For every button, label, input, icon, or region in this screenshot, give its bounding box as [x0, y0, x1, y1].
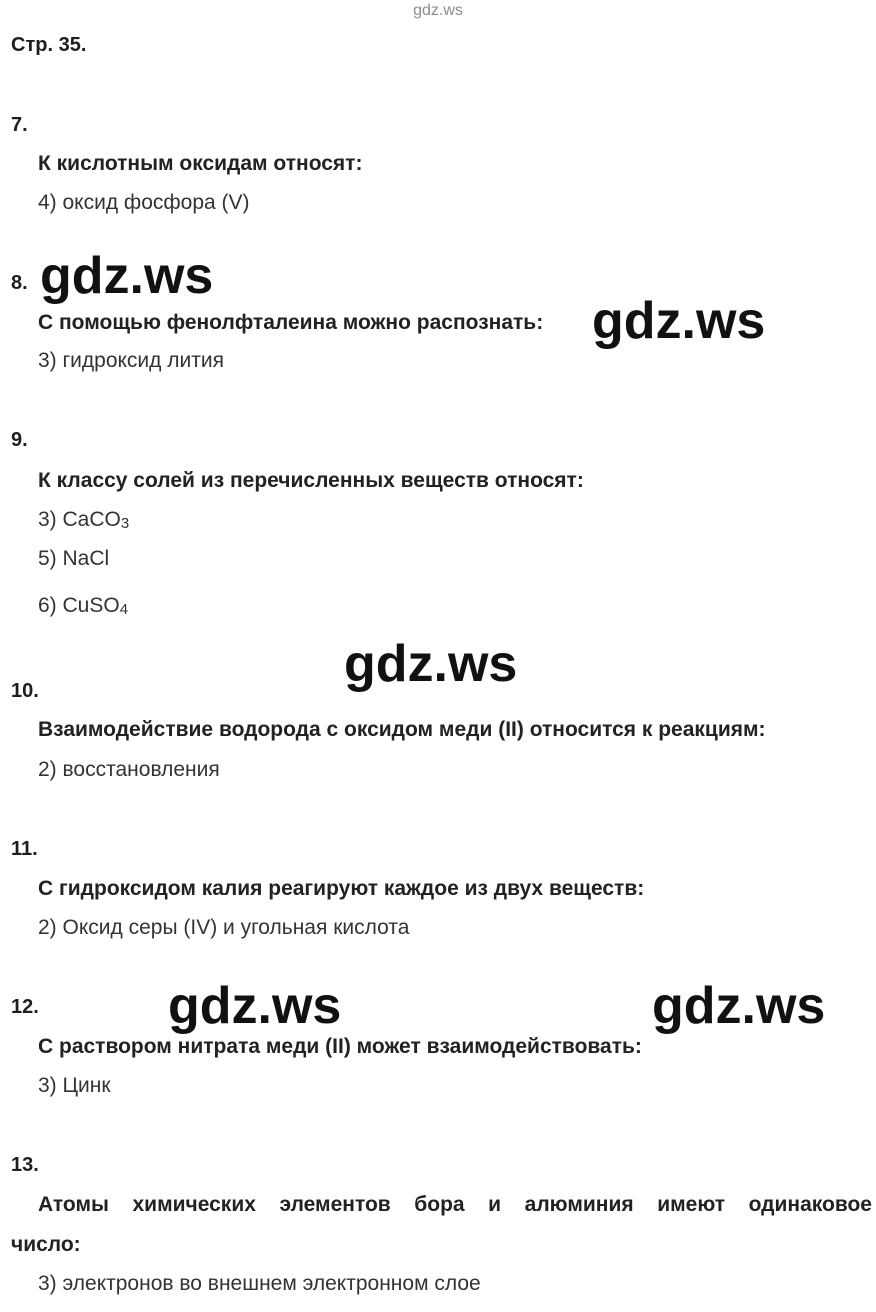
question-number-10: 10. — [11, 680, 39, 702]
watermark-4: gdz.ws — [168, 977, 342, 1035]
question-number-13: 13. — [11, 1154, 39, 1176]
answer-13: 3) электронов во внешнем электронном слое — [38, 1272, 481, 1295]
answer-9-2: 5) NaCl — [38, 547, 110, 570]
page-label: Стр. 35. — [11, 34, 87, 56]
question-number-9: 9. — [11, 429, 28, 451]
watermark-3: gdz.ws — [344, 635, 518, 693]
answer-9-1: 3) CaCO3 — [38, 508, 130, 532]
answer-7: 4) оксид фосфора (V) — [38, 191, 250, 214]
watermark-top: gdz.ws — [413, 2, 463, 19]
question-text-12: С раствором нитрата меди (II) может взаимодействовать: — [38, 1035, 642, 1058]
watermark-5: gdz.ws — [652, 977, 826, 1035]
question-text-10: Взаимодействие водорода с оксидом меди (II) относится к реакциям: — [38, 718, 766, 741]
question-number-12: 12. — [11, 996, 39, 1018]
question-number-11: 11. — [11, 838, 38, 860]
watermark-1: gdz.ws — [40, 247, 214, 305]
answer-11: 2) Оксид серы (IV) и угольная кислота — [38, 916, 410, 939]
question-text-11: С гидроксидом калия реагируют каждое из двух веществ: — [38, 877, 645, 900]
answer-10: 2) восстановления — [38, 758, 220, 781]
watermark-2: gdz.ws — [592, 292, 766, 350]
question-number-8: 8. — [11, 272, 28, 294]
answer-12: 3) Цинк — [38, 1074, 111, 1097]
question-number-7: 7. — [11, 114, 28, 136]
question-text-13-line1: Атомы химических элементов бора и алюминия имеют одинаковое — [38, 1193, 872, 1216]
answer-9-3: 6) CuSO4 — [38, 594, 129, 618]
question-text-8: С помощью фенолфталеина можно распознать: — [38, 311, 544, 334]
question-text-7: К кислотным оксидам относят: — [38, 152, 363, 175]
question-text-9: К классу солей из перечисленных веществ относят: — [38, 469, 584, 492]
answer-8: 3) гидроксид лития — [38, 349, 224, 372]
question-text-13-line2: число: — [11, 1233, 81, 1256]
